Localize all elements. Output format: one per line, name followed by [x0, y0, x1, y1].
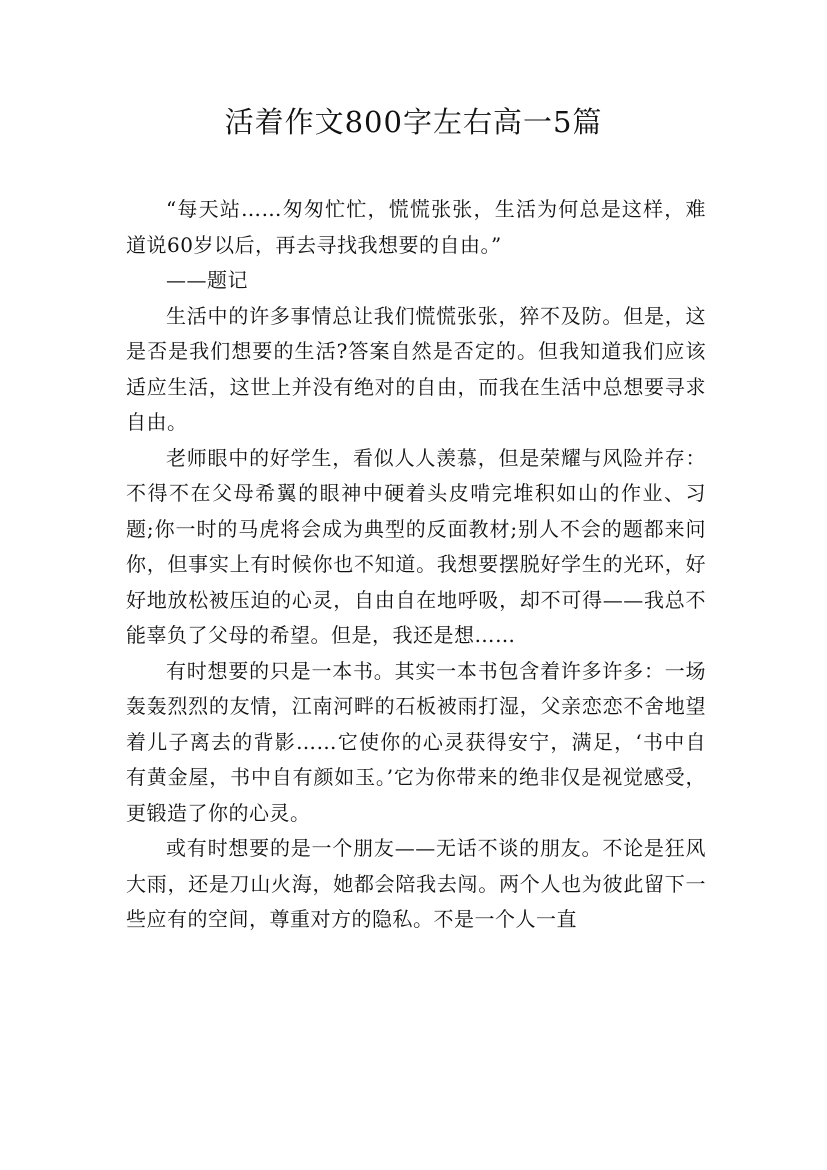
document-title: 活着作文800字左右高一5篇 [224, 105, 603, 139]
paragraph: 生活中的许多事情总让我们慌慌张张，猝不及防。但是，这是否是我们想要的生活?答案自然是否定的。但我知道我们应该适应生活，这世上并没有绝对的自由，而我在生活中总想要寻求自由。 [126, 303, 706, 434]
paragraph-epigraph-attribution: ——题记 [166, 268, 248, 292]
paragraph: 老师眼中的好学生，看似人人羡慕，但是荣耀与风险并存：不得不在父母希翼的眼神中硬着头皮啃完堆积如山的作业、习题;你一时的马虎将会成为典型的反面教材;别人不会的题都来问你，但事实上有时候你也不知道。我想要摆脱好学生的光环，好好地放松被压迫的心灵，自由自在地呼吸，却不可得——我总不能辜负了父母的希望。但是，我还是想…… [126, 445, 706, 647]
paragraph: 或有时想要的是一个朋友——无话不谈的朋友。不论是狂风大雨，还是刀山火海，她都会陪我去闯。两个人也为彼此留下一些应有的空间，尊重对方的隐私。不是一个人一直 [126, 836, 706, 931]
document-body [126, 192, 706, 938]
paragraph-epigraph: “每天站……匆匆忙忙，慌慌张张，生活为何总是这样，难道说60岁以后，再去寻找我想要的自由。” [126, 197, 706, 257]
paragraph: 有时想要的只是一本书。其实一本书包含着许多许多：一场轰轰烈烈的友情，江南河畔的石板被雨打湿，父亲恋恋不舍地望着儿子离去的背影……它使你的心灵获得安宁，满足，‘书中自有黄金屋，书中自有颜如玉。’它为你带来的绝非仅是视觉感受，更锻造了你的心灵。 [126, 658, 706, 825]
